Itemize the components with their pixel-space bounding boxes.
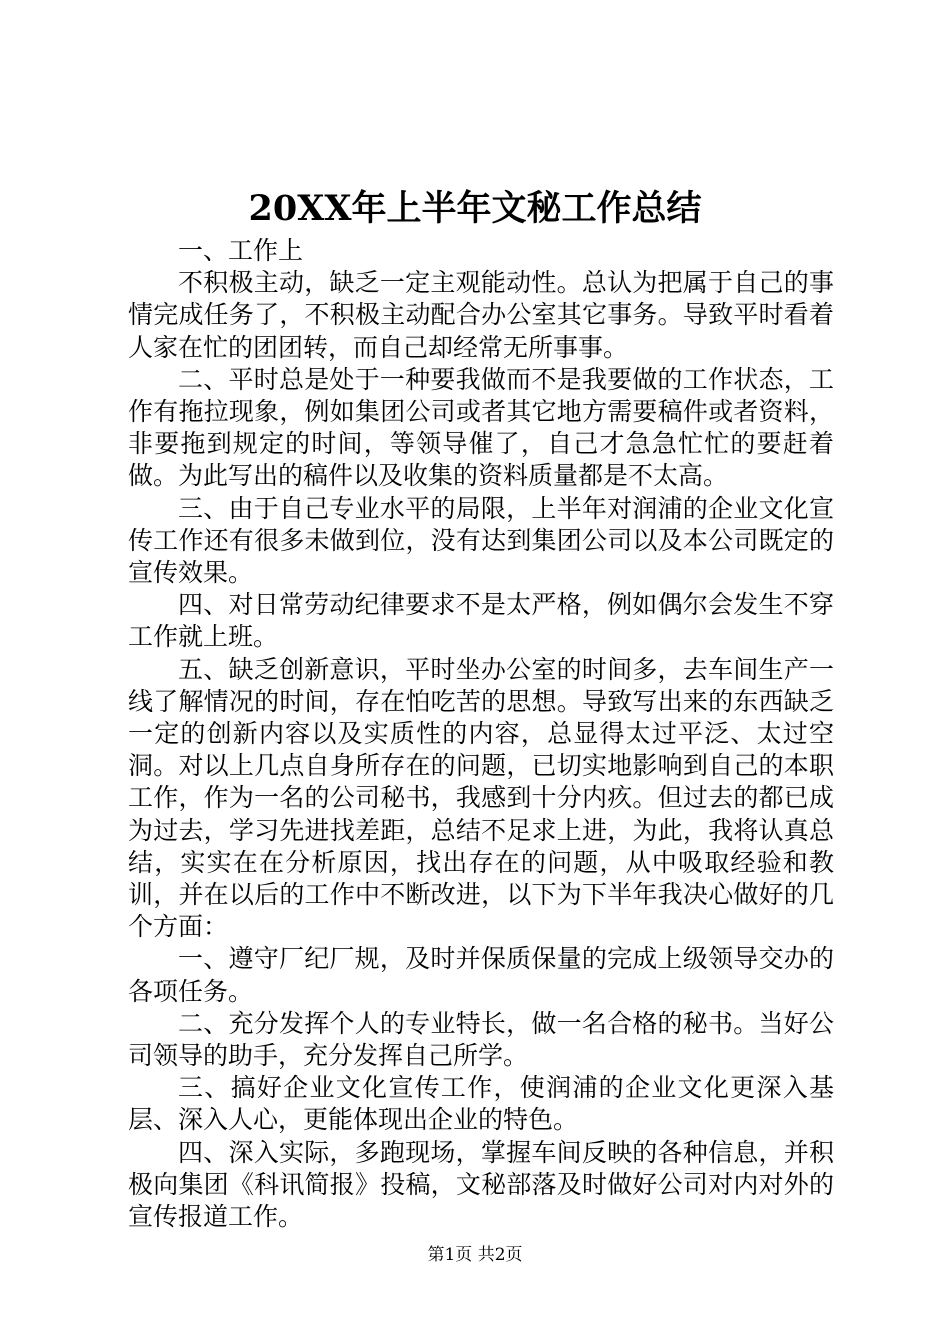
document-body [128,235,834,1233]
plan-item: 四、深入实际，多跑现场，掌握车间反映的各种信息，并积极向集团《科讯简报》投稿，文秘部落及时做好公司对内对外的宣传报道工作。 [128,1137,834,1232]
plan-item: 三、搞好企业文化宣传工作，使润浦的企业文化更深入基层、深入人心，更能体现出企业的特色。 [128,1073,834,1135]
paragraph: 不积极主动，缺乏一定主观能动性。总认为把属于自己的事情完成任务了，不积极主动配合办公室其它事务。导致平时看着人家在忙的团团转，而自己却经常无所事事。 [128,268,834,362]
plan-item: 一、遵守厂纪厂规，及时并保质保量的完成上级领导交办的各项任务。 [128,944,834,1006]
paragraph: 三、由于自己专业水平的局限，上半年对润浦的企业文化宣传工作还有很多未做到位，没有达到集团公司以及本公司既定的宣传效果。 [128,493,834,588]
paragraph: 四、对日常劳动纪律要求不是太严格，例如偶尔会发生不穿工作就上班。 [128,590,834,652]
paragraph: 五、缺乏创新意识，平时坐办公室的时间多，去车间生产一线了解情况的时间，存在怕吃苦的思想。导致写出来的东西缺乏一定的创新内容以及实质性的内容，总显得太过平泛、太过空洞。对以上几点自身所存在的问题，已切实地影响到自己的本职工作，作为一名的公司秘书，我感到十分内疚。但过去的都已成为过去，学习先进找差距，总结不足求上进，为此，我将认真总结，实实在在分析原因，找出存在的问题，从中吸取经验和教训，并在以后的工作中不断改进，以下为下半年我决心做好的几个方面： [128,654,834,942]
paragraph: 二、平时总是处于一种要我做而不是我要做的工作状态，工作有拖拉现象，例如集团公司或者其它地方需要稿件或者资料，非要拖到规定的时间，等领导催了，自己才急急忙忙的要赶着做。为此写出的稿件以及收集的资料质量都是不太高。 [128,364,834,491]
section-heading-work: 一、工作上 [178,236,304,265]
page-title: 20XX年上半年文秘工作总结 [248,188,702,229]
page-footer: 第1页 共2页 [427,1245,523,1265]
plan-item: 二、充分发挥个人的专业特长，做一名合格的秘书。当好公司领导的助手，充分发挥自己所学。 [128,1008,834,1071]
